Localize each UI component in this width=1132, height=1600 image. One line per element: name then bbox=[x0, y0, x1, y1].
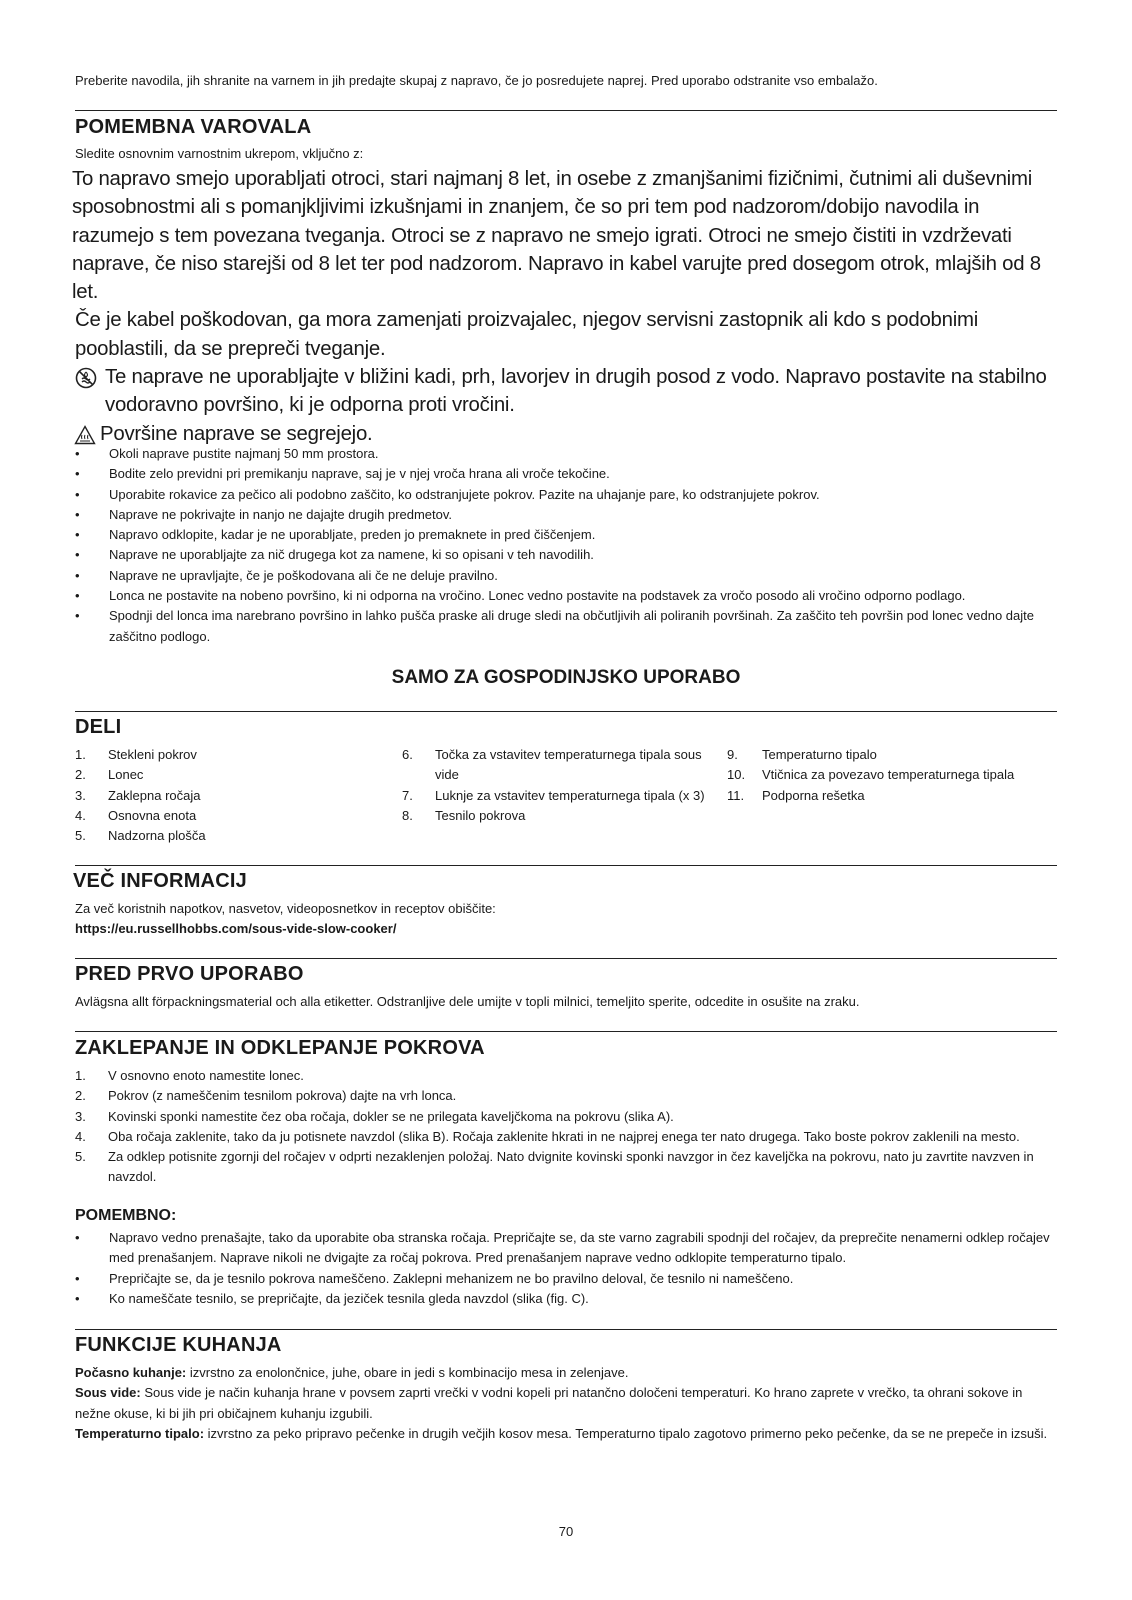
list-item: • Naprave ne upravljajte, če je poškodovana ali če ne deluje pravilno. bbox=[75, 567, 498, 583]
safety-paragraph-cable: Če je kabel poškodovan, ga mora zamenjati proizvajalec, njegov servisni zastopnik ali kdo s podobnimi pooblastili, da se prepreči tveganje. bbox=[75, 309, 979, 360]
list-item: • Bodite zelo previdni pri premikanju naprave, saj je v njej vroča hrana ali vroče tekočine. bbox=[75, 466, 610, 482]
more-info-text: Za več koristnih napotkov, nasvetov, videoposnetkov in receptov obiščite: https://eu.russellhobbs.com/sous-vide-slow-cooker/ bbox=[75, 899, 1057, 940]
list-item: 9. Temperaturno tipalo bbox=[727, 747, 877, 762]
list-item: 3. Kovinski sponki namestite čez oba ročaja, dokler se ne prilegata kaveljčkoma na pokrovu (slika A). bbox=[75, 1108, 674, 1124]
list-item: 2. Pokrov (z nameščenim tesnilom pokrova) dajte na vrh lonca. bbox=[75, 1088, 457, 1104]
list-item: 11. Podporna rešetka bbox=[727, 787, 865, 803]
hot-surface-text: Površine naprave se segrejejo. bbox=[100, 422, 373, 445]
first-use-text: Avlägsna allt förpackningsmaterial och alla etiketter. Odstranljive dele umijte v topli milnici, temeljito sperite, odcedite in osušite na zraku. bbox=[75, 994, 860, 1009]
cooking-item-slow: Počasno kuhanje: izvrstno za enolončnice, juhe, obare in jedi s kombinacijo mesa in zelenjave. bbox=[75, 1365, 629, 1380]
section-divider bbox=[75, 1031, 1057, 1032]
list-item: 6. Točka za vstavitev temperaturnega tipala sous vide bbox=[402, 747, 702, 783]
more-info-link[interactable]: https://eu.russellhobbs.com/sous-vide-slow-cooker/ bbox=[75, 921, 397, 937]
more-info-heading: VEČ INFORMACIJ bbox=[73, 870, 247, 892]
list-item: 7. Luknje za vstavitev temperaturnega tipala (x 3) bbox=[402, 787, 705, 803]
safety-bullet-list bbox=[75, 444, 1057, 647]
list-item: 4. Oba ročaja zaklenite, tako da ju potisnete navzdol (slika B). Ročaja zaklenite hkrati in ne najprej enega ter nato drugega. Tako boste pokrov zaklenili na mesto. bbox=[75, 1128, 1020, 1144]
list-item: • Uporabite rokavice za pečico ali podobno zaščito, ko odstranjujete pokrov. Pazite na uhajanje pare, ko odstranjujete pokrov. bbox=[75, 486, 820, 502]
list-item: 5. Za odklep potisnite zgornji del ročajev v odprti nezaklenjen položaj. Nato dvignite kovinski sponki navzgor in čez kaveljčka na pokrovu, nato ju zavrtite navzven in navzdol. bbox=[75, 1149, 1034, 1185]
list-item: 10. Vtičnica za povezavo temperaturnega tipala bbox=[727, 767, 1015, 783]
list-item: 3. Zaklepna ročaja bbox=[75, 787, 201, 803]
list-item: 5. Nadzorna plošča bbox=[75, 828, 206, 844]
list-item: • Napravo odklopite, kadar je ne uporabljate, preden jo premaknete in pred čiščenjem. bbox=[75, 527, 596, 543]
list-item: 4. Osnovna enota bbox=[75, 807, 197, 823]
no-water-icon bbox=[75, 367, 97, 389]
important-list bbox=[75, 1228, 1057, 1309]
list-item: • Spodnji del lonca ima narebrano površino in lahko pušča praske ali druge sledi na občutljivih ali poliranih površinah. Za zaščito teh površin pod lonec vedno dajte zaščitno podlogo. bbox=[75, 608, 1034, 644]
parts-column-2 bbox=[402, 745, 722, 826]
list-item: • Napravo vedno prenašajte, tako da uporabite oba stranska ročaja. Prepričajte se, da ste varno zagrabili spodnji del ročajev, da preprečite nenamerni odklep ročajev med prenašanjem. Naprave nikoli ne dvigajte za ročaj pokrova. Pred prenašanjem naprave vedno odklopite temperaturno tipalo. bbox=[75, 1230, 1050, 1266]
section-divider bbox=[75, 958, 1057, 959]
page-number: 70 bbox=[558, 1524, 574, 1539]
list-item: 1. V osnovno enoto namestite lonec. bbox=[75, 1068, 304, 1083]
section-divider bbox=[75, 110, 1057, 111]
household-use-heading: SAMO ZA GOSPODINJSKO UPORABO bbox=[391, 667, 741, 688]
water-warning-text: Te naprave ne uporabljajte v bližini kadi, prh, lavorjev in drugih posod z vodo. Napravo postavite na stabilno vodoravno površino, ki je odporna proti vročini. bbox=[105, 366, 1047, 417]
cooking-functions bbox=[75, 1363, 1057, 1444]
section-divider bbox=[75, 711, 1057, 712]
list-item: 1. Stekleni pokrov bbox=[75, 747, 197, 762]
list-item: • Naprave ne uporabljajte za nič drugega kot za namene, ki so opisani v teh navodilih. bbox=[75, 547, 594, 563]
hot-surface-icon bbox=[74, 425, 96, 445]
safety-lead: Sledite osnovnim varnostnim ukrepom, vključno z: bbox=[75, 146, 364, 161]
parts-heading: DELI bbox=[75, 716, 122, 738]
safety-large-text bbox=[72, 165, 1062, 448]
lid-heading: ZAKLEPANJE IN ODKLEPANJE POKROVA bbox=[75, 1037, 485, 1059]
list-item: • Ko nameščate tesnilo, se prepričajte, da jeziček tesnila gleda navzdol (slika (fig. C). bbox=[75, 1290, 589, 1306]
list-item: • Naprave ne pokrivajte in nanjo ne dajajte drugih predmetov. bbox=[75, 506, 453, 522]
safety-paragraph-children: To napravo smejo uporabljati otroci, stari najmanj 8 let, in osebe z zmanjšanimi fizičnimi, čutnimi ali duševnimi sposobnostmi ali s pomanjkljivimi izkušnjami in znanjem, če so pri tem pod nadzorom/dobijo navodila in razumejo s tem povezana tveganja. Otroci se z napravo ne smejo igrati. Otroci ne smejo čistiti in vzdrževati naprave, če niso starejši od 8 let ter pod nadzorom. Napravo in kabel varujte pred dosegom otrok, mlajših od 8 let. bbox=[72, 168, 1041, 304]
parts-column-1 bbox=[75, 745, 375, 846]
cooking-item-probe: Temperaturno tipalo: izvrstno za peko pripravo pečenke in drugih večjih kosov mesa. Temperaturno tipalo zagotovo primerno peko pečenke, da se ne prepeče in izsuši. bbox=[75, 1425, 1048, 1441]
cooking-heading: FUNKCIJE KUHANJA bbox=[75, 1334, 282, 1356]
intro-text: Preberite navodila, jih shranite na varnem in jih predajte skupaj z napravo, če jo posredujete naprej. Pred uporabo odstranite vso embalažo. bbox=[75, 73, 878, 88]
cooking-item-sous-vide: Sous vide: Sous vide je način kuhanja hrane v povsem zaprti vrečki v vodni kopeli pri natančno določeni temperaturi. Ko hrano zaprete v vrečko, ta ohrani sokove in nežne okuse, ki bi jih pri običajnem kuhanju izgubili. bbox=[75, 1385, 1023, 1421]
list-item: • Okoli naprave pustite najmanj 50 mm prostora. bbox=[75, 446, 379, 461]
list-item: 2. Lonec bbox=[75, 767, 144, 783]
section-divider bbox=[75, 865, 1057, 866]
section-divider bbox=[75, 1329, 1057, 1330]
important-heading: POMEMBNO: bbox=[75, 1207, 177, 1224]
lid-steps-list bbox=[75, 1066, 1057, 1188]
water-warning bbox=[72, 363, 1062, 420]
first-use-heading: PRED PRVO UPORABO bbox=[75, 963, 304, 985]
list-item: 8. Tesnilo pokrova bbox=[402, 807, 526, 823]
parts-column-3 bbox=[727, 745, 1059, 806]
list-item: • Lonca ne postavite na nobeno površino, ki ni odporna na vročino. Lonec vedno postavite na podstavek za vročo posodo ali vročino odporno podlago. bbox=[75, 588, 966, 604]
list-item: • Prepričajte se, da je tesnilo pokrova nameščeno. Zaklepni mehanizem ne bo pravilno deloval, če tesnilo ni nameščeno. bbox=[75, 1270, 794, 1286]
safety-heading: POMEMBNA VAROVALA bbox=[75, 116, 312, 138]
